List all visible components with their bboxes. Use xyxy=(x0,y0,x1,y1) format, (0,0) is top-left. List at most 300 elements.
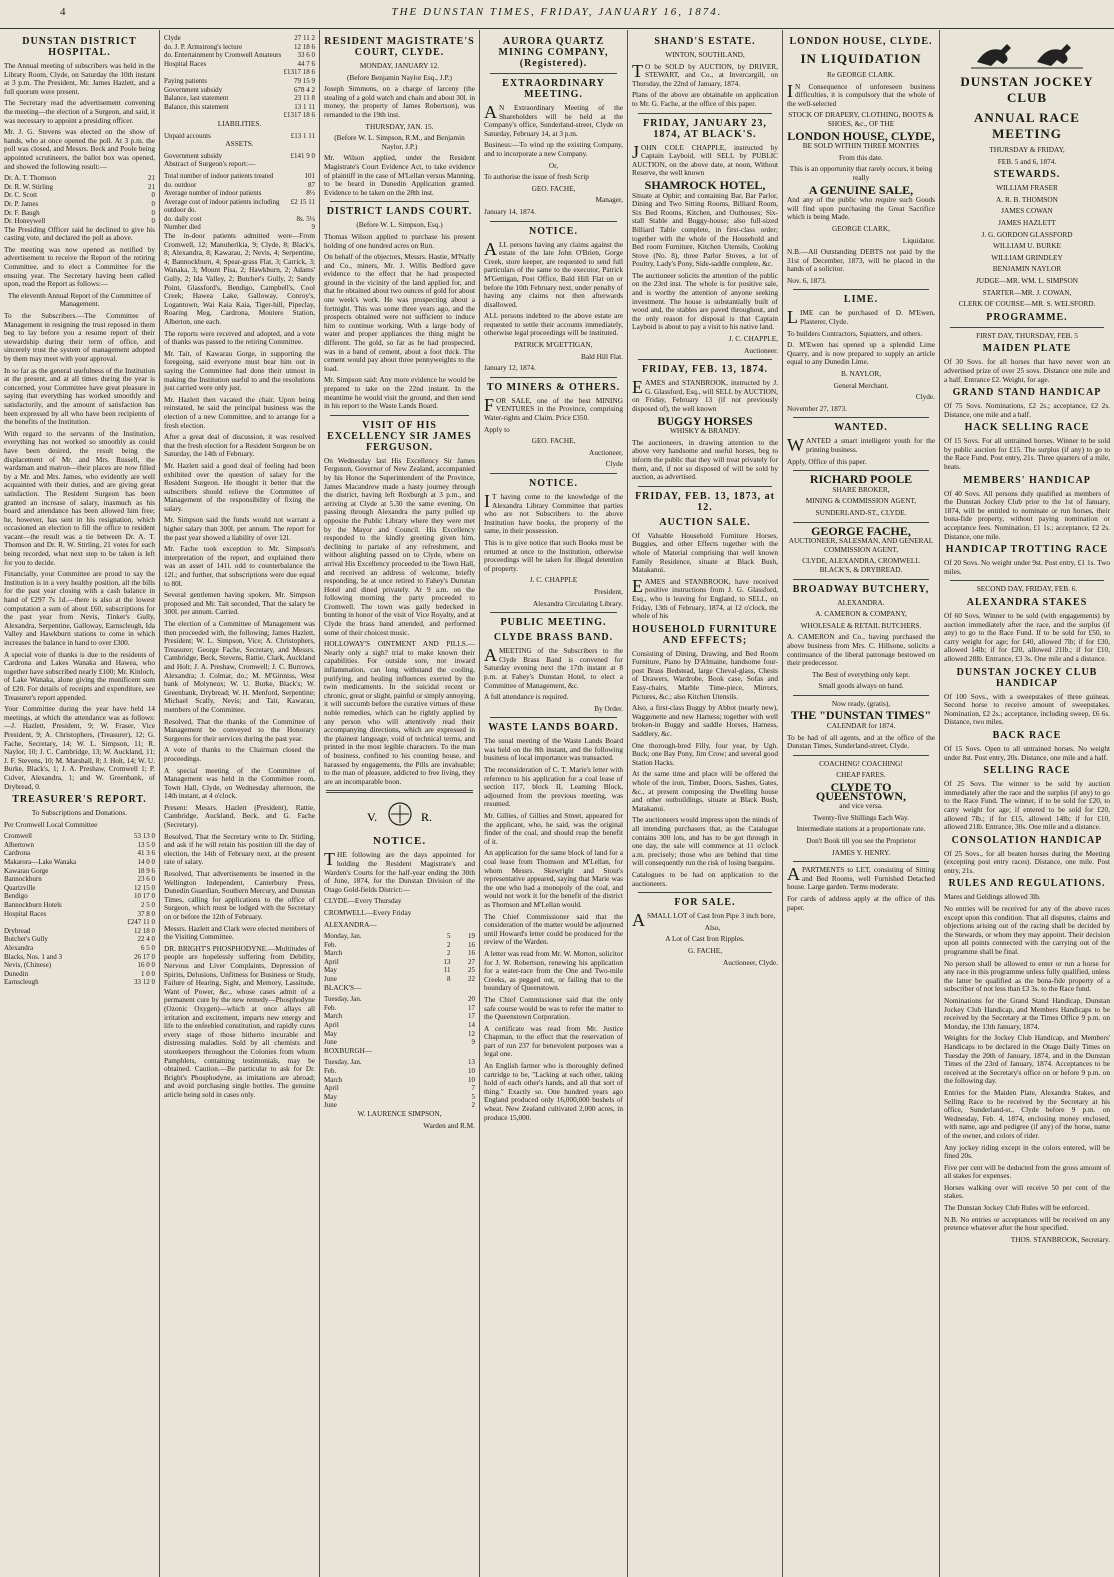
aurora-para: To authorise the issue of fresh Scrip xyxy=(484,172,589,182)
table-cell: 14 xyxy=(468,1021,475,1030)
paragraph: Resolved, That the Secretary write to Dr. Stirling, and ask if he will retain his position till the day of election, the 14th of February next, at the present rate of salary. xyxy=(164,831,315,867)
paragraph: The usual meeting of the Waste Lands Board was held on the 8th instant, and the following business of local importance was transacted. xyxy=(484,736,623,763)
table-cell: Paying patients xyxy=(164,76,207,85)
apartments-para: APARTMENTS to LET, consisting of Sitting and Bed Rooms, well Furnished Detached house. Large garden. Terms moderate. xyxy=(787,864,935,892)
miners-title: TO MINERS & OTHERS. xyxy=(486,381,621,393)
notice-sig: PATRICK M'GETTIGAN, xyxy=(514,340,593,350)
table-row xyxy=(324,1076,475,1085)
race-para: Of 25 Sovs., for all beaten horses during the Meeting (excepting post entry races). Distance, one mile. Post entry, 21s. xyxy=(944,848,1110,875)
paragraph: Present: Messrs. Hazlett (President), Rattie, Cambridge, Auckland, Beck, and G. Fache (Secretary). xyxy=(164,802,315,830)
table-cell: Albertown xyxy=(4,840,34,849)
race-title: CONSOLATION HANDICAP xyxy=(951,834,1103,846)
race-title: GRAND STAND HANDICAP xyxy=(952,387,1102,399)
columns xyxy=(0,30,1114,1577)
table-cell: Average number of indoor patients xyxy=(164,189,262,198)
paragraph: The Dunstan Jockey Club Rules will be enforced. xyxy=(944,1203,1090,1213)
sale-para: The auctioneers would impress upon the minds of all intending purchasers that, as the Catalogue contains 300 lots, and has to be got through in one day, the sale will commence at 11 o'clock a.m. precisely; those who are behind that time will consequently run the risk of losing bargains. xyxy=(632,815,778,868)
lands-para: Thomas Wilson applied to purchase his present holding of one hundred acres on Run. xyxy=(324,231,475,250)
column-3 xyxy=(320,30,480,1577)
london-from: From this date. xyxy=(839,152,883,162)
table-cell xyxy=(4,918,111,927)
liquidation-title: IN LIQUIDATION xyxy=(800,51,922,66)
london-para: IN Consequence of unforeseen business difficulties, it is compulsory that the whole of the well-selected xyxy=(787,80,935,108)
race-para: Of 25 Sovs. The winner to be sold by auction immediately after the race and the surplus (if any) to go to the Race Fund. The winner, if to be sold for £20, to carry weight for age; if entered to be sold for £20, allowed 7lb.; if for £15, allowed 14lb; if for £10, allowed 21lb. Entrance, 30s. One mile and a distance. xyxy=(944,779,1110,832)
paragraph: After a great deal of discussion, it was resolved that the fresh election for a Resident Surgeon be on Saturday, the 14th of February. xyxy=(164,432,315,459)
apply-place: Clyde xyxy=(605,459,623,469)
hospital-para: The Annual meeting of subscribers was held in the Library Room, Clyde, on Saturday the 10th instant at 3 p.m. The President, Mr. James Hazlett, and a full quorum were present. xyxy=(4,61,155,96)
rules-title: RULES AND REGULATIONS. xyxy=(948,878,1106,890)
coaching-title: COACHING! COACHING! xyxy=(819,758,903,768)
stewards-list xyxy=(944,184,1110,274)
paragraph: Mr. Hazlett said a good deal of feeling had been exhibited over the question of salary for the Resident Surgeon. He thought it better that the subscribers should relieve the Committee of Management of the responsibility of fixing the salary. xyxy=(164,460,315,513)
svg-text:R.: R. xyxy=(420,810,432,825)
wanted-title: WANTED. xyxy=(834,422,888,434)
column-1 xyxy=(0,30,160,1577)
notice2-para: IT having come to the knowledge of the Alexandra Library Committee that parties who are not Subscribers to the above Institution have books, the property of the same, in their possession. xyxy=(484,491,623,536)
rm-court-title: RESIDENT MAGISTRATE'S COURT, CLYDE. xyxy=(324,36,475,58)
stewards-title: STEWARDS. xyxy=(993,169,1061,181)
table-cell: 17 xyxy=(468,1003,475,1012)
paragraph: No person shall be allowed to enter or run a horse for any race in this programme unless fully qualified, unless the latter be qualified as the bona-fide property of a subscriber of not less than £3 3s. to the Race fund. xyxy=(944,958,1110,994)
hospital-para: The meeting was now opened as notified by advertisement to receive the Report of the retiring Committee, and to elect a Committee for the ensuing year. The Secretary having been called upon, read the Report as follows:— xyxy=(4,244,155,289)
table-cell: Drybread xyxy=(4,926,31,935)
calendar-sub: CALENDAR for 1874. xyxy=(826,721,896,731)
table-cell xyxy=(164,68,281,77)
table-row xyxy=(4,978,155,987)
table-cell: Quartzville xyxy=(4,883,36,892)
divider xyxy=(638,359,772,360)
notice-title: NOTICE. xyxy=(529,225,578,237)
table-row xyxy=(4,961,155,970)
holloway-para: HOLLOWAY'S OINTMENT AND PILLS.—Nearly only a sigh? trial to make known their capabilities. For outside sore, nor inward inflammation, can long withstand the cooling, purifying, and healing influences exerted by the twin medicaments. In the suicidal recent or chronic, great or slight, painful or simply annoying, it will succumb before the curative virtues of these noble remedies, which can be rightly applied by any person who will attentively read their accompanying directions, which are expressed in the plainest language, void of technical terms, and printed in the most legible characters. To the man of business, confined to his counting house, and harassed by engagements, the Pills are invaluable; to the man of pleasure, addicted to free living, they are an incomparable boon. xyxy=(324,639,475,786)
paragraph: Resolved, That the thanks of the Committee of Management be conveyed to the Honorary Surgeons for their services during the past year. xyxy=(164,716,315,743)
table-row xyxy=(4,849,155,858)
wanted-para: WANTED a smart intelligent youth for the printing business. xyxy=(787,435,935,456)
column-2 xyxy=(160,30,320,1577)
coaching-fare: Twenty-five Shillings Each Way. xyxy=(813,812,909,822)
sale-para: Situate at Ophir; and containing Bar, Bar Parlor, Dining and Two Sitting Rooms, Billiard Room, Six Bed Rooms, Kitchen, and Outhouses; Six-stall Stable and Buggy-house; also full-sized Billiard Table complete, in first-class order; together with the whole of the Household and Bed room Furniture, Kitchen Utensils, Cooking Stove (No. 8), three Parlor Stoves, a lot of Poultry, Lady's Pony, Side-saddle complete, &c. xyxy=(632,190,778,269)
table-cell: 1 0 0 xyxy=(141,969,155,978)
table-cell: 12 xyxy=(468,1029,475,1038)
court-date: MONDAY, JANUARY 12. xyxy=(359,61,440,70)
divider xyxy=(793,522,929,523)
fache-name: GEORGE FACHE, xyxy=(811,523,911,538)
table-cell: 22 xyxy=(468,975,475,984)
lands-before: (Before W. L. Simpson, Esq.) xyxy=(356,220,443,230)
table-cell: May xyxy=(324,966,337,975)
table-row xyxy=(164,34,315,43)
day1-title: FIRST DAY, THURSDAY, FEB. 5 xyxy=(976,330,1078,340)
table-row xyxy=(4,858,155,867)
aurora-role: Manager, xyxy=(595,195,623,205)
table-row xyxy=(164,51,315,60)
table-row xyxy=(324,958,475,967)
lands-para: On behalf of the objectors, Messrs. Hastie, M'Nally and Co., miners, Mr. J. Willis Bedford gave evidence to the effect that he had prospected ground in the vicinity of the land applied for, and that he obtained about two ounces of gold for about one week's work. He was prospecting about a fortnight. This was some three years ago, and the prospects obtained were not sufficient to induce him to continue working. With a large body of water and proper appliances the thing might be different. The gold, so far as he had prospected, was in a band of cement, about a foot thick. The cement would pay about three pennyweights to the load. xyxy=(324,252,475,373)
table-cell: 12 18 6 xyxy=(294,42,315,51)
poll-row: Dr. R. W. Stirling 21 xyxy=(4,182,155,191)
table-row xyxy=(4,867,155,876)
london-house-title: LONDON HOUSE, CLYDE. xyxy=(789,36,933,47)
sale-date: FRIDAY, FEB. 13, 1873, at 12. xyxy=(635,490,775,513)
table-cell: Tuesday, Jan. xyxy=(324,995,362,1004)
table-cell: do. daily cost xyxy=(164,214,202,223)
aurora-date: January 14, 1874. xyxy=(484,206,536,216)
miners-para: FOR SALE, one of the best MINING VENTURES in the Province, comprising Water-rights and Claim. Price £350. xyxy=(484,394,623,423)
hospital-para: With regard to the servants of the Institution, everything has not worked so smoothly as could have been desired, the result being the displacement of Mr. and Mrs. Russell, the wardsman and matron—their places are now filled by a Mr. and Mrs. James, who evidently are well acquainted with their duties, and are giving great satisfaction. The Resident Surgeon has been granted an increase of salary, inasmuch as his board and attendance has been allowed him free; he, however, has sent in his resignation, which occasioned an election to fill the office to resident vacant—the result was a tie between Dr. A. T. Thomson and Dr. R. W. Stirling, 21 votes for each being recorded, what next step to be taken is left for you to decide. xyxy=(4,428,155,567)
forsale-sig-role: Auctioneer, Clyde. xyxy=(722,957,778,967)
cameron-small: Small goods always on hand. xyxy=(818,681,904,691)
table-row xyxy=(324,1021,475,1030)
sale-para: The auctioneers, in drawing attention to the above very handsome and useful horses, beg to inform the public that they will treat privately for them, and, if not so disposed of will be sold by auction, as advertised. xyxy=(632,437,778,482)
table-cell: Dunedin xyxy=(4,969,29,978)
table-row xyxy=(164,94,315,103)
masthead xyxy=(0,0,1114,29)
table-cell: 8½ xyxy=(306,189,315,198)
table-cell: 9 xyxy=(471,1038,475,1047)
divider xyxy=(490,221,617,222)
paragraph: The in-door patients admitted were—From Cromwell, 12; Manuherikia, 9; Clyde, 8; Black's, 8; Alexandra, 8; Kawarau, 2; Nevis, 4; Serpentine, 4; Bannockburn, 4; Spear-grass Flat, 3; Carrick, 3; Wanaka, 3; Mount Pisa, 2; Hawkburn, 2; Adams' Gully, 2; Ida Valley, 2; Butcher's Gully, 2; Sandy Point, Glassford's, Bendigo, Campbell's, Cool Creek; Hawea Lake, Galloway, Conroy's, Logantown, Wai Kaia Kaia, Tiger-hill, Pipeclay, Roaring Meg, Cardrona, Moutere Station, Alberton, one each. xyxy=(164,231,315,326)
table-cell: 19 xyxy=(468,932,475,941)
coaching-route: CLYDE TO QUEENSTOWN, xyxy=(815,780,907,803)
table-row xyxy=(324,1084,475,1093)
table-cell: Bendigo xyxy=(4,892,28,901)
table-cell: March xyxy=(324,1012,343,1021)
paragraph: The Chief Commissioner said that the only safe course would be was to refer the matter to the Queenstown Corporation. xyxy=(484,994,623,1022)
surgeon-table xyxy=(164,172,315,232)
buggy-title: BUGGY HORSES xyxy=(657,413,753,428)
table-row xyxy=(324,1067,475,1076)
table-row xyxy=(4,910,155,919)
naylor-place: Clyde. xyxy=(915,392,935,402)
table-cell: 22 4 0 xyxy=(137,935,155,944)
table-cell: Hospital Races xyxy=(164,59,207,68)
sale-sig-role: Auctioneer. xyxy=(744,345,778,355)
table-cell: 79 15 9 xyxy=(294,76,315,85)
cameron-line: WHOLESALE & RETAIL BUTCHERS. xyxy=(800,620,922,630)
race-title: HANDICAP TROTTING RACE xyxy=(945,544,1109,556)
royal-crest-icon xyxy=(365,797,435,831)
table-cell: 11 xyxy=(443,966,451,975)
table-row xyxy=(164,86,315,95)
table-cell: Total number of indoor patients treated xyxy=(164,171,274,180)
sale-para: Catalogues to be had on application to the auctioneers. xyxy=(632,869,778,888)
table-cell: £1317 18 6 xyxy=(283,68,315,77)
table-cell: 18 9 6 xyxy=(137,866,155,875)
table-cell: 41 3 6 xyxy=(137,849,155,858)
paragraph: Mr. Gillies, of Gillies and Street, appeared for the applicant, who, he said, was the original finder of the coal, and should reap the benefit of it. xyxy=(484,811,623,846)
table-cell: Government subsidy xyxy=(164,85,223,94)
table-row xyxy=(164,77,315,86)
table-cell: Balance, last statement xyxy=(164,94,229,103)
apply-sig: GEO. FACHE, xyxy=(531,436,576,446)
table-row xyxy=(164,68,315,77)
calendar-ready: Now ready, (gratis), xyxy=(831,698,891,708)
poll-row: Dr. A. T. Thomson 21 xyxy=(4,174,155,183)
buggy-sub: WHISKY & BRANDY. xyxy=(670,426,740,436)
shand-para: TO be SOLD by AUCTION, by DRIVER, STEWART, and Co., at Invercargill, on Thursday, the 22nd of January, 1874. xyxy=(632,60,778,88)
jockey-club-title: DUNSTAN JOCKEY CLUB xyxy=(960,74,1094,105)
table-row xyxy=(164,181,315,190)
assets-title: ASSETS. xyxy=(225,139,254,149)
divider xyxy=(330,415,469,416)
horse-race-icon xyxy=(967,38,1087,70)
table-cell: 33 6 0 xyxy=(297,51,315,60)
steward-name: JAMES COWAN xyxy=(1001,206,1053,216)
masthead-title: THE DUNSTAN TIMES, FRIDAY, JANUARY 16, 1874. xyxy=(391,6,723,18)
aurora-para: AN Extraordinary Meeting of the Shareholders will be held at the Company's office, Sunderland-street, Clyde on Saturday, February 14, at 3 p.m. xyxy=(484,102,623,138)
fache-line: AUCTIONEER, SALESMAN, AND GENERAL COMMISSION AGENT, xyxy=(788,536,934,554)
table-cell: 7 xyxy=(471,1084,475,1093)
paragraph: Entries for the Maiden Plate, Alexandra Stakes, and Selling Race to be received by the Secretary at his office, Sunderland-st., Clyde before 9 p.m. on Wednesday, Feb. 4, 1874, enclosing money enclosed, with name, age and pedigree (if any) of the horse, name of the owner, and colors of rider. xyxy=(944,1087,1110,1140)
paragraph: Nominations for the Grand Stand Handicap, Dunstan Jockey Club Handicap, and Members Handicaps to be received by the Secretary at the Times Office 9 p.m. on Monday, the 13th January, 1874. xyxy=(944,996,1110,1031)
auction-title: AUCTION SALE. xyxy=(659,516,751,528)
table-row xyxy=(164,43,315,52)
paragraph: An English farmer who is thoroughly defined cartridge to be, "Lacking at each other, taking hold of each other's hands, and all that sort of thing." Exactly so. One hundred years ago England produced only 16,000,000 bushels of wheat. New Zealand cultivated 2,000 acres, in produce 15,000. xyxy=(484,1061,623,1122)
divider xyxy=(326,790,473,793)
liabilities-title: LIABILITIES. xyxy=(217,118,262,128)
court-place: BLACK'S— xyxy=(324,982,362,992)
secretary-sig: THOS. STANBROOK, Secretary. xyxy=(1010,1234,1110,1244)
column-6 xyxy=(783,30,940,1577)
table-row xyxy=(324,932,475,941)
table-cell: 16 xyxy=(468,949,475,958)
genuine-sale: A GENUINE SALE, xyxy=(808,182,914,197)
divider xyxy=(330,201,469,202)
day2-title: SECOND DAY, FRIDAY, FEB. 6. xyxy=(976,584,1078,594)
divider xyxy=(793,470,929,471)
naylor-role: General Merchant. xyxy=(833,380,889,390)
table-cell: 13 xyxy=(468,1058,475,1067)
race-para: Of 15 Sovs. For all untrained horses. Winner to be sold by public auction for £15. The surplus (if any) to go to the Race Fund. Post entry, 21s. Three quarters of a mile, heats. xyxy=(944,436,1110,472)
judge: JUDGE—MR. WM. L. SIMPSON xyxy=(975,275,1079,285)
waste-lands-title: WASTE LANDS BOARD. xyxy=(488,722,619,734)
aurora-or: Or, xyxy=(548,160,559,170)
poll-row: Dr. F. Baugh 0 xyxy=(4,208,155,217)
page-number: 4 xyxy=(60,6,66,18)
hospital-para: To the Subscribers.—The Committee of Management in resigning the trust reposed in them beg to lay before you a resume report of their stewardship during their term of office, and sincerely trust the system of management adopted by them may meet with your approval. xyxy=(4,311,155,363)
paragraph: A special meeting of the Committee of Management was held in the Committee room, Town Hall, Clyde, on Wednesday afternoon, the 14th instant, at 4 o'clock. xyxy=(164,765,315,801)
table-cell: Kawarau Gorge xyxy=(4,866,49,875)
table-row xyxy=(4,875,155,884)
table-cell: April xyxy=(324,1021,339,1030)
table-cell: Butcher's Gully xyxy=(4,935,48,944)
table-row xyxy=(4,841,155,850)
table-cell: 2 xyxy=(471,1101,475,1110)
race-title: MEMBERS' HANDICAP xyxy=(963,474,1091,486)
table-cell: 53 13 0 xyxy=(134,832,155,841)
table-cell: 25 xyxy=(468,966,475,975)
steward-name: A. R. B. THOMSON xyxy=(996,194,1058,204)
table-cell: 23 11 8 xyxy=(294,94,315,103)
table-cell: £2 15 11 xyxy=(290,197,315,206)
table-cell: do. J. P. Armstrong's lecture xyxy=(164,42,243,51)
paragraph: The Chief Commissioner said that the consideration of the matter would be adjourned until Howard's letter could be produced for the review of the Warden. xyxy=(484,911,623,947)
table-cell: March xyxy=(324,1075,343,1084)
table-cell: 2 xyxy=(446,949,451,958)
table-row xyxy=(164,103,315,112)
table-cell: 6 5 0 xyxy=(141,944,155,952)
band-order: By Order. xyxy=(594,703,623,713)
aurora-title: AURORA QUARTZ MINING COMPANY, (Registered). xyxy=(498,36,609,69)
table-cell: 2 xyxy=(446,940,451,949)
paragraph: N.B. No entries or acceptances will be received on any pretence whatever after the hour specified. xyxy=(944,1214,1110,1233)
race-title: HACK SELLING RACE xyxy=(964,422,1090,434)
forsale-also: Also, xyxy=(704,922,721,932)
rules-list xyxy=(944,893,1110,1232)
divider xyxy=(638,892,772,893)
table-cell: 44 7 6 xyxy=(297,59,315,68)
table-cell: Alexandra xyxy=(4,944,34,952)
table-cell: 10 xyxy=(468,1067,475,1075)
hospital-para: Your Committee during the year have held 14 meetings, at which the attendance was as follows:—J. Hazlett, President, 9; W. Fraser, Vice President, 9; A. Christophers, (Treasurer), 12; G. Fache, Secretary, 14; W. L. Simpson, 11; R. Naylor, 10; J. C. Cambridge, 13; W. Auckland, 11; J. F. Stevens, 10; M. Marshall, 8; J. Holt, 14; W. U. Burke, Black's, 1; J. A. Preshaw, Cromwell 1; P. Culver, Alexandra, 1; and W. Greenbank, of Drybread, 0. xyxy=(4,704,155,791)
table-row xyxy=(4,970,155,979)
calendar-para: To be had of all agents, and at the office of the Dunstan Times, Sunderland-street, Clyde. xyxy=(787,732,935,751)
table-cell: 20 xyxy=(468,995,475,1004)
alexandra-table xyxy=(324,932,475,984)
naylor: B. NAYLOR, xyxy=(840,369,882,379)
shand-title: SHAND'S ESTATE. xyxy=(654,36,756,47)
lands-court-title: DISTRICT LANDS COURT. xyxy=(326,206,473,218)
apartments-para: For cards of address apply at the office of this paper. xyxy=(787,893,935,912)
sale-date: FRIDAY, FEB. 13, 1874. xyxy=(642,364,768,376)
divider xyxy=(793,861,929,862)
table-cell: April xyxy=(324,957,339,966)
notice2-role: President, xyxy=(594,586,623,596)
table-cell: May xyxy=(324,1092,337,1101)
coaching-vv: and vice versa. xyxy=(839,801,883,811)
notice-para: ALL persons indebted to the above estate are requested to settle their accounts immediately, otherwise legal proceedings will be instituted. xyxy=(484,311,623,338)
table-row xyxy=(324,966,475,975)
table-cell: 13 5 0 xyxy=(137,840,155,849)
steward-name: WILLIAM U. BURKE xyxy=(993,241,1061,251)
sale-para: EAMES and STANBROOK, have received positive instructions from J. G. Glassford, Esq., who is leaving for England, to SELL, on Friday, 13th of February, 1874, at 12 o'clock, the whole of his xyxy=(632,575,778,621)
table-row xyxy=(4,892,155,901)
paragraph: The election of a Committee of Management was then proceeded with, the following; James Hazlett, President; W. L. Simpson, Vice; A. Christophers, Treasurer; George Fache, Secretary, and Messrs. Cambridge, Beck, Stevens, Rattie, Clark, Auckland and Holt; J. A. Preshaw, Cromwell; J. C. Burrows, Alexandra; J. Colmar, do.; M. M'Ginniss, West bank of Molyneux; W. U. Burke, Black's; W. Greenbank, Drybread; W. H. Menford, Serpentine; Michael Scally, Nevis; and Tait, Kawarau, members of the Committee. xyxy=(164,619,315,714)
notice2-org: Alexandra Circulating Library. xyxy=(532,598,623,608)
svg-text:V.: V. xyxy=(366,810,377,825)
paragraph: A vote of thanks to the Chairman closed the proceedings. xyxy=(164,745,315,763)
court-day: CROMWELL—Every Friday xyxy=(324,907,412,917)
london-date: Nov. 6, 1873. xyxy=(787,275,827,285)
sale-para: Of Valuable Household Furniture Horses, Buggies, and other Effects together with the whole of Material comprising that well known Family Residence, situate at Black Bush, Matakanui. xyxy=(632,530,778,575)
shand-sub: WINTON, SOUTHLAND, xyxy=(665,50,745,59)
table-cell: 10 xyxy=(468,1075,475,1084)
apply-role: Auctioneer, xyxy=(589,447,623,457)
paragraph: No entries will be received for any of the above races except upon this condition. That all disputes, claims and objections arising out of the racing shall be decided by the Stewards, or whom they may appoint. Their decision upon all points connected with the carrying out of the programme shall be final. xyxy=(944,904,1110,957)
shand-para: Plans of the above are obtainable on application to Mr. G. Fache, at the office of this paper. xyxy=(632,90,778,108)
poll-table xyxy=(4,174,155,226)
extraordinary-title: EXTRAORDINARY MEETING. xyxy=(502,78,605,100)
court-before: (Before Benjamin Naylor Esq., J.P.) xyxy=(347,72,452,82)
sale-date: FRIDAY, JANUARY 23, 1874, AT BLACK'S. xyxy=(643,117,767,140)
london-house-name: LONDON HOUSE, CLYDE, xyxy=(787,128,935,143)
race-title: DUNSTAN JOCKEY CLUB HANDICAP xyxy=(956,666,1098,689)
george-clark: GEORGE CLARK, xyxy=(832,223,890,233)
treasurer-sub: To Subscriptions and Donations. xyxy=(31,808,128,818)
table-cell: Bannockburn xyxy=(4,875,42,884)
london-para: And any of the public who require such Goods will find upon purchasing the Great Sacrifice which is being Made. xyxy=(787,195,935,222)
column-2-paras xyxy=(164,232,315,1099)
coaching-cheap: CHEAP FARES. xyxy=(836,770,886,780)
waste-lands-paras xyxy=(484,737,623,1122)
table-cell: Balance, this statement xyxy=(164,102,229,111)
table-cell: Feb. xyxy=(324,1067,337,1075)
table-row xyxy=(324,1093,475,1102)
table-cell: 13 xyxy=(443,957,451,966)
roxburgh-table xyxy=(324,1058,475,1110)
race-title: MAIDEN PLATE xyxy=(982,343,1072,355)
table-row xyxy=(164,189,315,198)
warden-role: Warden and R.M. xyxy=(423,1120,475,1130)
court-place: ROXBURGH— xyxy=(324,1045,373,1055)
table-cell: 26 17 0 xyxy=(134,952,155,961)
race-meeting-title: ANNUAL RACE MEETING xyxy=(974,110,1080,141)
race-dates: FEB. 5 and 6, 1874. xyxy=(997,156,1057,166)
divider xyxy=(490,612,617,613)
hotel-name: SHAMROCK HOTEL, xyxy=(644,177,766,192)
table-cell: 14 0 0 xyxy=(137,858,155,867)
table-cell: Blacks, Nos. 1 and 3 xyxy=(4,952,62,961)
sale-para: At the same time and place will be offered the whole of the iron, Timber, Doors, Sashes, Gates, &c., at present composing the Dwelling house and other outbuildings, situate at Black Bush, Matakanui. xyxy=(632,769,778,813)
paragraph: DR. BRIGHT'S PHOSPHODYNE.—Multitudes of people are hopelessly suffering from Debility, Nervous and Liver Complaints, Depression of Spirits, Delusions, Unfitness for Business or Study, Failure of Hearing, Sight, and Memory, Lassitude, Want of Power, &c., whose cases admit of a permanent cure by the new remedy—Phosphodyne (Ozonic Oxygen)—which at once allays all irritation and excitement, imparts new energy and life to the enfeebled constitution, and rapidly cures every stage of those hitherto incurable and distressing maladies. Sold by all chemists and storekeepers throughout the Colonies from whom Pamphlets, containing testimonials, may be obtained. Caution.—Be particular to ask for Dr. Bright's Phosphodyne, as imitations are abroad; and avoid purchasing single bottles. The genuine article being sold in cases only. xyxy=(164,943,315,1099)
table-cell: 13 1 11 xyxy=(294,102,315,111)
table-cell: Feb. xyxy=(324,940,337,949)
table-cell: 8 xyxy=(446,975,451,984)
table-row xyxy=(164,60,315,69)
warden-signature: W. LAURENCE SIMPSON, xyxy=(357,1108,442,1118)
sale-para: The auctioneer solicits the attention of the public on the 23rd inst. The whole is for positive sale, and is worthy the attention of anyone seeking investment. The house is substantially built of wood and, the stables are paved throughout, and the only reason for disposal is that Captain Layboid is about to pay a visit to his native land. xyxy=(632,270,778,332)
table-cell: June xyxy=(324,1101,337,1110)
column-4 xyxy=(480,30,628,1577)
table-cell: Feb. xyxy=(324,1003,337,1012)
starter: STARTER—MR. J. COWAN, xyxy=(982,287,1072,297)
table-cell: 12 15 0 xyxy=(134,883,155,892)
court-para: Joseph Simmons, on a charge of larceny (the stealing of a gold watch and chain and about 30l. in money, the property of James Robertson), was remanded to the 19th inst. xyxy=(324,84,475,119)
sale-para: EAMES and STANBROOK, instructed by J. G. Glassford, Esq., will SELL by AUCTION, on Friday, February 13 (if not previously disposed of), the well known xyxy=(632,377,778,413)
table-cell: 23 6 0 xyxy=(137,875,155,884)
treasurer-sub2: Per Cromwell Local Committee xyxy=(4,819,98,829)
table-row xyxy=(324,1012,475,1021)
race-title: BACK RACE xyxy=(992,729,1062,741)
table-cell: 10 17 0 xyxy=(134,892,155,901)
poole-line: SUNDERLAND-ST., CLYDE. xyxy=(815,507,907,517)
paragraph: An application for the same block of land for a coal lease from Thomson and M'Lellan, for whom Messrs. Skewright and Stout's representative appeared, saying that Marie was the one who had a monopoly of the coal, and would not work it for the benefit of the district as Thomson and M'Lellan would. xyxy=(484,848,623,909)
cameron-best: The Best of everything only kept. xyxy=(811,669,911,679)
hospital-title: DUNSTAN DISTRICT HOSPITAL. xyxy=(22,36,137,58)
table-cell: £247 11 0 xyxy=(127,918,155,927)
court-before: (Before W. L. Simpson, R.M., and Benjamin Naylor, J.P.) xyxy=(334,133,465,151)
table-row xyxy=(4,935,155,944)
hospital-para: Mr. J. G. Stevens was elected on the show of hands, who at once opened the poll. At 3 p.m. the poll was closed, and Messrs. Beck and Poole being appointed scrutineers, the ballot box was opened, and showed the following result:— xyxy=(4,127,155,171)
hospital-para: Financially, your Committee are proud to say the Institution is in a very healthy position, all the bills for the past year closing with a cash balance in hand of £297 7s 1d.—there is also at the lowest computation a sum of about £60, subscriptions for the past year from Nevis, Tinker's Gully, Alexandra, Serpentine, Galloway, Earnscleugh, Ida Valley and Hawkburn stations to come in which increases the balance in hand to over £300. xyxy=(4,569,155,647)
table-cell: 678 4 2 xyxy=(294,85,315,94)
paragraph: A letter was read from Mr. W. Morton, solicitor for J. W. Robertson, renewing his application for a water-race from the One and Two-mile Creeks, as pegged out, or failing that to the boundary of Queenstown. xyxy=(484,948,623,993)
table-cell: Earnscleugh xyxy=(4,978,39,987)
lime-title: LIME. xyxy=(843,294,879,306)
lime-para: To builders Contractors, Squatters, and others. xyxy=(787,328,923,338)
table-cell: 5 xyxy=(471,1092,475,1101)
table-row xyxy=(324,941,475,950)
lime-para: LIME can be purchased of D. M'Ewen, Plasterer, Clyde. xyxy=(787,307,935,328)
race-para: Of 20 Sovs. No weight under 9st. Post entry, £1 1s. Two miles. xyxy=(944,558,1110,576)
table-cell: Average cost of indoor patients including outdoor do. xyxy=(164,197,280,215)
paragraph: Five per cent will be deducted from the gross amount of all stakes for expenses. xyxy=(944,1162,1110,1181)
sale-para: Also, a first-class Buggy by Abbot (nearly new), Waggonette and new Harness; together with well broken-in Buggy and saddle Horses, Harness, Saddlery, &c. xyxy=(632,703,778,739)
table-row: Unpaid accounts £13 1 11 xyxy=(164,131,315,140)
poole-line: MINING & COMMISSION AGENT, xyxy=(805,496,917,506)
liquidator: Liquidator. xyxy=(902,235,935,245)
table-cell: June xyxy=(324,975,337,984)
